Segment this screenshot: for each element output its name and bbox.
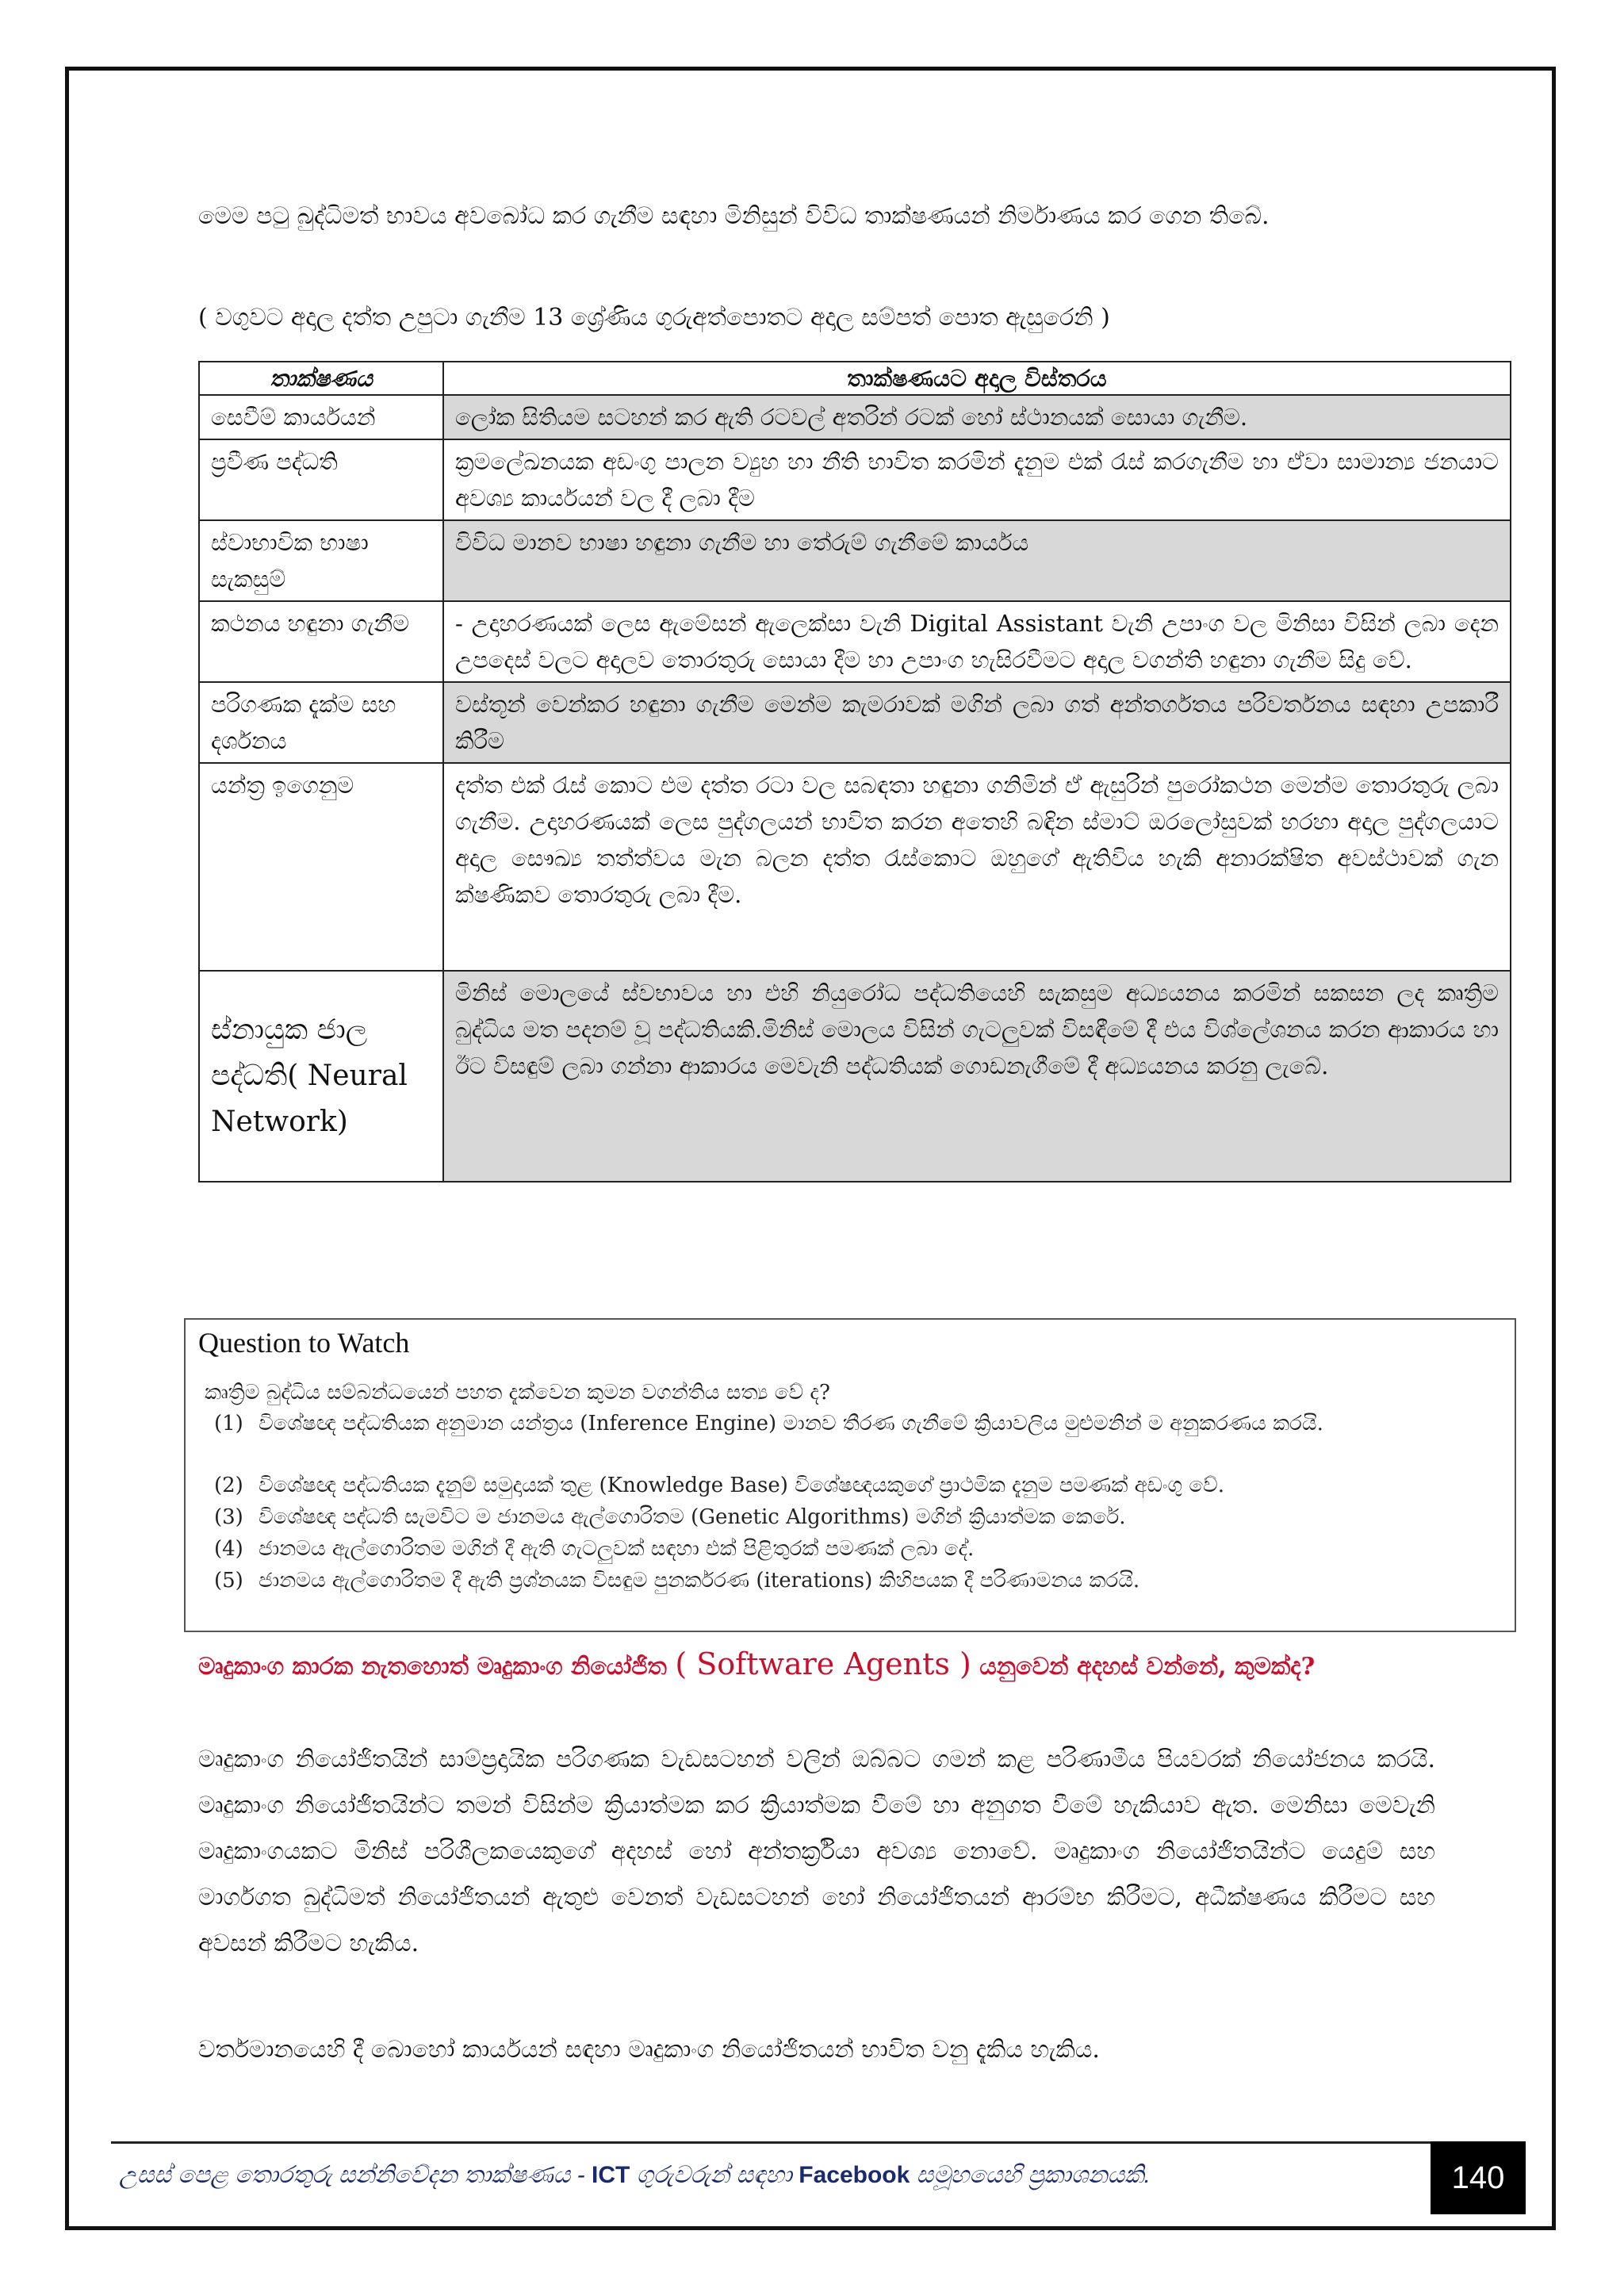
- footer-part-2: ගුරුවරුන් සඳහා: [630, 2162, 799, 2188]
- row-term: සෙවීම් කාර්යයන්: [199, 395, 443, 439]
- table-header-row: [199, 362, 1511, 395]
- source-note: ( වගුවට අදාල දත්ත උපුටා ගැනීම 13 ශ්‍රේණිය ගුරුඅත්පොතට අදාල සම්පත් පොත ඇසුරෙනි ): [198, 304, 1110, 332]
- table-row: [199, 763, 1511, 971]
- question-option: [214, 1566, 1483, 1596]
- question-text: කෘත්‍රිම බුද්ධිය සම්බන්ධයෙන් පහත දැක්වෙන කුමන වගන්තිය සත්‍ය වේ ද?: [205, 1381, 830, 1405]
- option-text: ජානමය ඇල්ගොරිතම මගින් දී ඇති ගැටලුවක් සඳහා එක් පිළිතුරක් පමණක් ලබා දේ.: [259, 1537, 975, 1561]
- row-description: විවිධ මානව භාෂා හඳුනා ගැනීම හා තේරුම් ගැනීමේ කාර්යය: [443, 520, 1511, 601]
- row-term: ස්වාභාවික භාෂා සැකසුම්: [199, 520, 443, 601]
- row-description: ලෝක සිතියම සටහන් කර ඇති රටවල් අතරින් රටක් හෝ ස්ථානයක් සොයා ගැනීම.: [443, 395, 1511, 439]
- footer-part-1: උසස් පෙළ තොරතුරු සන්නිවේදන තාක්ෂණය -: [119, 2162, 592, 2188]
- column-header-technology: තාක්ෂණය: [199, 362, 443, 395]
- table-row: [199, 520, 1511, 601]
- row-term: කථනය හඳුනා ගැනීම: [199, 601, 443, 682]
- software-agents-question: [198, 1642, 1435, 1689]
- footer-facebook: Facebook: [799, 2162, 910, 2188]
- question-part-2: යනුවෙන් අදහස් වන්නේ, කුමක්ද?: [971, 1653, 1316, 1681]
- intro-paragraph: මෙම පටු බුද්ධිමත් භාවය අවබෝධ කර ගැනීම සඳහා මිනිසුන් විවිධ තාක්ෂණයන් නිර්මාණය කර ගෙන තිබේ.: [198, 202, 1270, 230]
- row-description: දත්ත එක් රැස් කොට එම දත්ත රටා වල සබඳතා හඳුනා ගනිමින් ඒ ඇසුරින් පුරෝකථන මෙන්ම තොරතුරු ලබා ගැනීම. උදාහරණයක් ලෙස පුද්ගලයන් භාවිත කරන අතෙහි බඳින ස්මාට් ඔරලෝසුවක් හරහා අදාල පුද්ගලයාට අදාල සෞඛ්‍ය තත්ත්වය මැන බලන දත්ත රැස්කොට ඔහුගේ ඇතිවිය හැකි අනාරක්ෂිත අවස්ථාවක් ගැන ක්ෂණිකව තොරතුරු ලබා දීම.: [443, 763, 1511, 971]
- question-english-term: ( Software Agents ): [675, 1646, 971, 1681]
- option-number: (3): [214, 1505, 243, 1529]
- table-row: [199, 682, 1511, 763]
- row-description: මිනිස් මොලයේ ස්වභාවය හා එහි නියුරෝධ පද්ධතියෙහි සැකසුම අධ්‍යයනය කරමින් සකසන ලද කෘත්‍රිම බුද්ධිය මත පදනම් වූ පද්ධතියකි.මිනිස් මොලය විසින් ගැටලුවක් විසඳීමේ දී එය විශ්ලේශනය කරන ආකාරය හා ඊට විසඳුම් ලබා ගන්නා ආකාරය මෙවැනි පද්ධතියක් ගොඩනැගීමේ දී අධ්‍යයනය කරනු ලැබේ.: [443, 971, 1511, 1182]
- technology-table: [198, 361, 1511, 1182]
- question-option: [214, 1502, 1483, 1532]
- footer-divider: [111, 2141, 1431, 2144]
- table-row: [199, 601, 1511, 682]
- option-text: ජානමය ඇල්ගොරිතම දී ඇති ප්‍රශ්නයක විසඳුම පුනර්කරණ (iterations) කිහිපයක දී පරිණාමනය කරයි.: [259, 1569, 1140, 1593]
- option-text: විශේෂඥ පද්ධති සැමවිට ම ජානමය ඇල්ගොරිතම (Genetic Algorithms) මගින් ක්‍රියාත්මක කෙරේ.: [259, 1505, 1126, 1529]
- option-number: (2): [214, 1474, 243, 1497]
- footer-ict: ICT: [592, 2162, 630, 2188]
- row-description: - උදාහරණයක් ලෙස ඇමේසන් ඇලෙක්සා වැනි Digital Assistant වැනි උපාංග වල මිනිසා විසින් ලබා දෙන උපදෙස් වලට අදාලව තොරතුරු සොයා දීම හා උපාංග හැසිරවීමට අදාල වගන්ති හඳුනා ගැනීම සිදු වේ.: [443, 601, 1511, 682]
- row-term: පරිගණක දැක්ම සහ දර්ශනය: [199, 682, 443, 763]
- row-term: ස්නායුක ජාල පද්ධති( Neural Network): [199, 971, 443, 1182]
- column-header-description: තාක්ෂණයට අදාල විස්තරය: [443, 362, 1511, 395]
- question-to-watch-box: [184, 1318, 1516, 1632]
- footer-text: [119, 2162, 1151, 2189]
- table-row: [199, 439, 1511, 520]
- option-number: (4): [214, 1537, 243, 1561]
- question-option: [214, 1534, 1483, 1564]
- table-row: [199, 395, 1511, 439]
- row-description: ක්‍රමලේඛනයක අඩංගු පාලන ව්‍යුහ හා නීති භාවිත කරමින් දැනුම එක් රැස් කරගැනීම හා ඒවා සාමාන්‍ය ජනයාට අවශ්‍ය කාර්යයන් වල දී ලබා දීම: [443, 439, 1511, 520]
- question-part-1: මෘදුකාංග කාරක නැතහොත් මෘදුකාංග නියෝජිත: [198, 1653, 676, 1681]
- table-row: [199, 971, 1511, 1182]
- body-paragraph-2: වර්තමානයෙහි දී බොහෝ කාර්යයන් සඳහා මෘදුකාංග නියෝජිතයන් භාවිත වනු දැකිය හැකිය.: [198, 2036, 1100, 2064]
- footer-part-3: සමූහයෙහි ප්‍රකාශනයකි.: [910, 2162, 1151, 2188]
- question-option: [214, 1470, 1483, 1501]
- option-number: (1): [214, 1412, 243, 1435]
- option-number: (5): [214, 1569, 243, 1593]
- page-number: 140: [1431, 2141, 1526, 2214]
- row-term: යන්ත්‍ර ඉගෙනුම: [199, 763, 443, 971]
- row-description: වස්තූන් වෙන්කර හඳුනා ගැනීම මෙන්ම කැමරාවක් මගින් ලබා ගත් අන්තර්ගතය පරිවර්තනය සඳහා උපකාරී කිරීම: [443, 682, 1511, 763]
- body-paragraph-1: මෘදුකාංග නියෝජිතයින් සාම්ප්‍රදායික පරිගණක වැඩසටහන් වලින් ඔබ්බට ගමන් කළ පරිණාමීය පියවරක් නියෝජනය කරයි. මෘදුකාංග නියෝජිතයින්ට තමන් විසින්ම ක්‍රියාත්මක කර ක්‍රියාත්මක වීමේ හා අනුගත වීමේ හැකියාව ඇත. මෙනිසා මෙවැනි මෘදුකාංගයකට මිනිස් පරිශීලකයෙකුගේ අදහස් හෝ අන්තර්ක්‍රියා අවශ්‍ය නොවේ. මෘදුකාංග නියෝජිතයින්ට යෙදුම් සහ මාර්ගගත බුද්ධිමත් නියෝජිතයන් ඇතුළු වෙනත් වැඩසටහන් හෝ නියෝජිතයන් ආරම්භ කිරීමට, අධීක්ෂණය කිරීමට සහ අවසන් කිරීමට හැකිය.: [198, 1746, 1435, 1957]
- option-text: විශේෂඥ පද්ධතියක අනුමාන යන්ත්‍රය (Inference Engine) මානව තීරණ ගැනීමේ ක්‍රියාවලිය මුළුමනින් ම අනුකරණය කරයි.: [259, 1412, 1323, 1435]
- question-option: [214, 1409, 1483, 1439]
- question-box-title: Question to Watch: [198, 1327, 410, 1359]
- option-text: විශේෂඥ පද්ධතියක දැනුම් සමුදායක් තුළ (Knowledge Base) විශේෂඥයකුගේ ප්‍රාථමික දැනුම පමණක් අඩංගු වේ.: [259, 1474, 1225, 1497]
- row-term: ප්‍රවීණ පද්ධති: [199, 439, 443, 520]
